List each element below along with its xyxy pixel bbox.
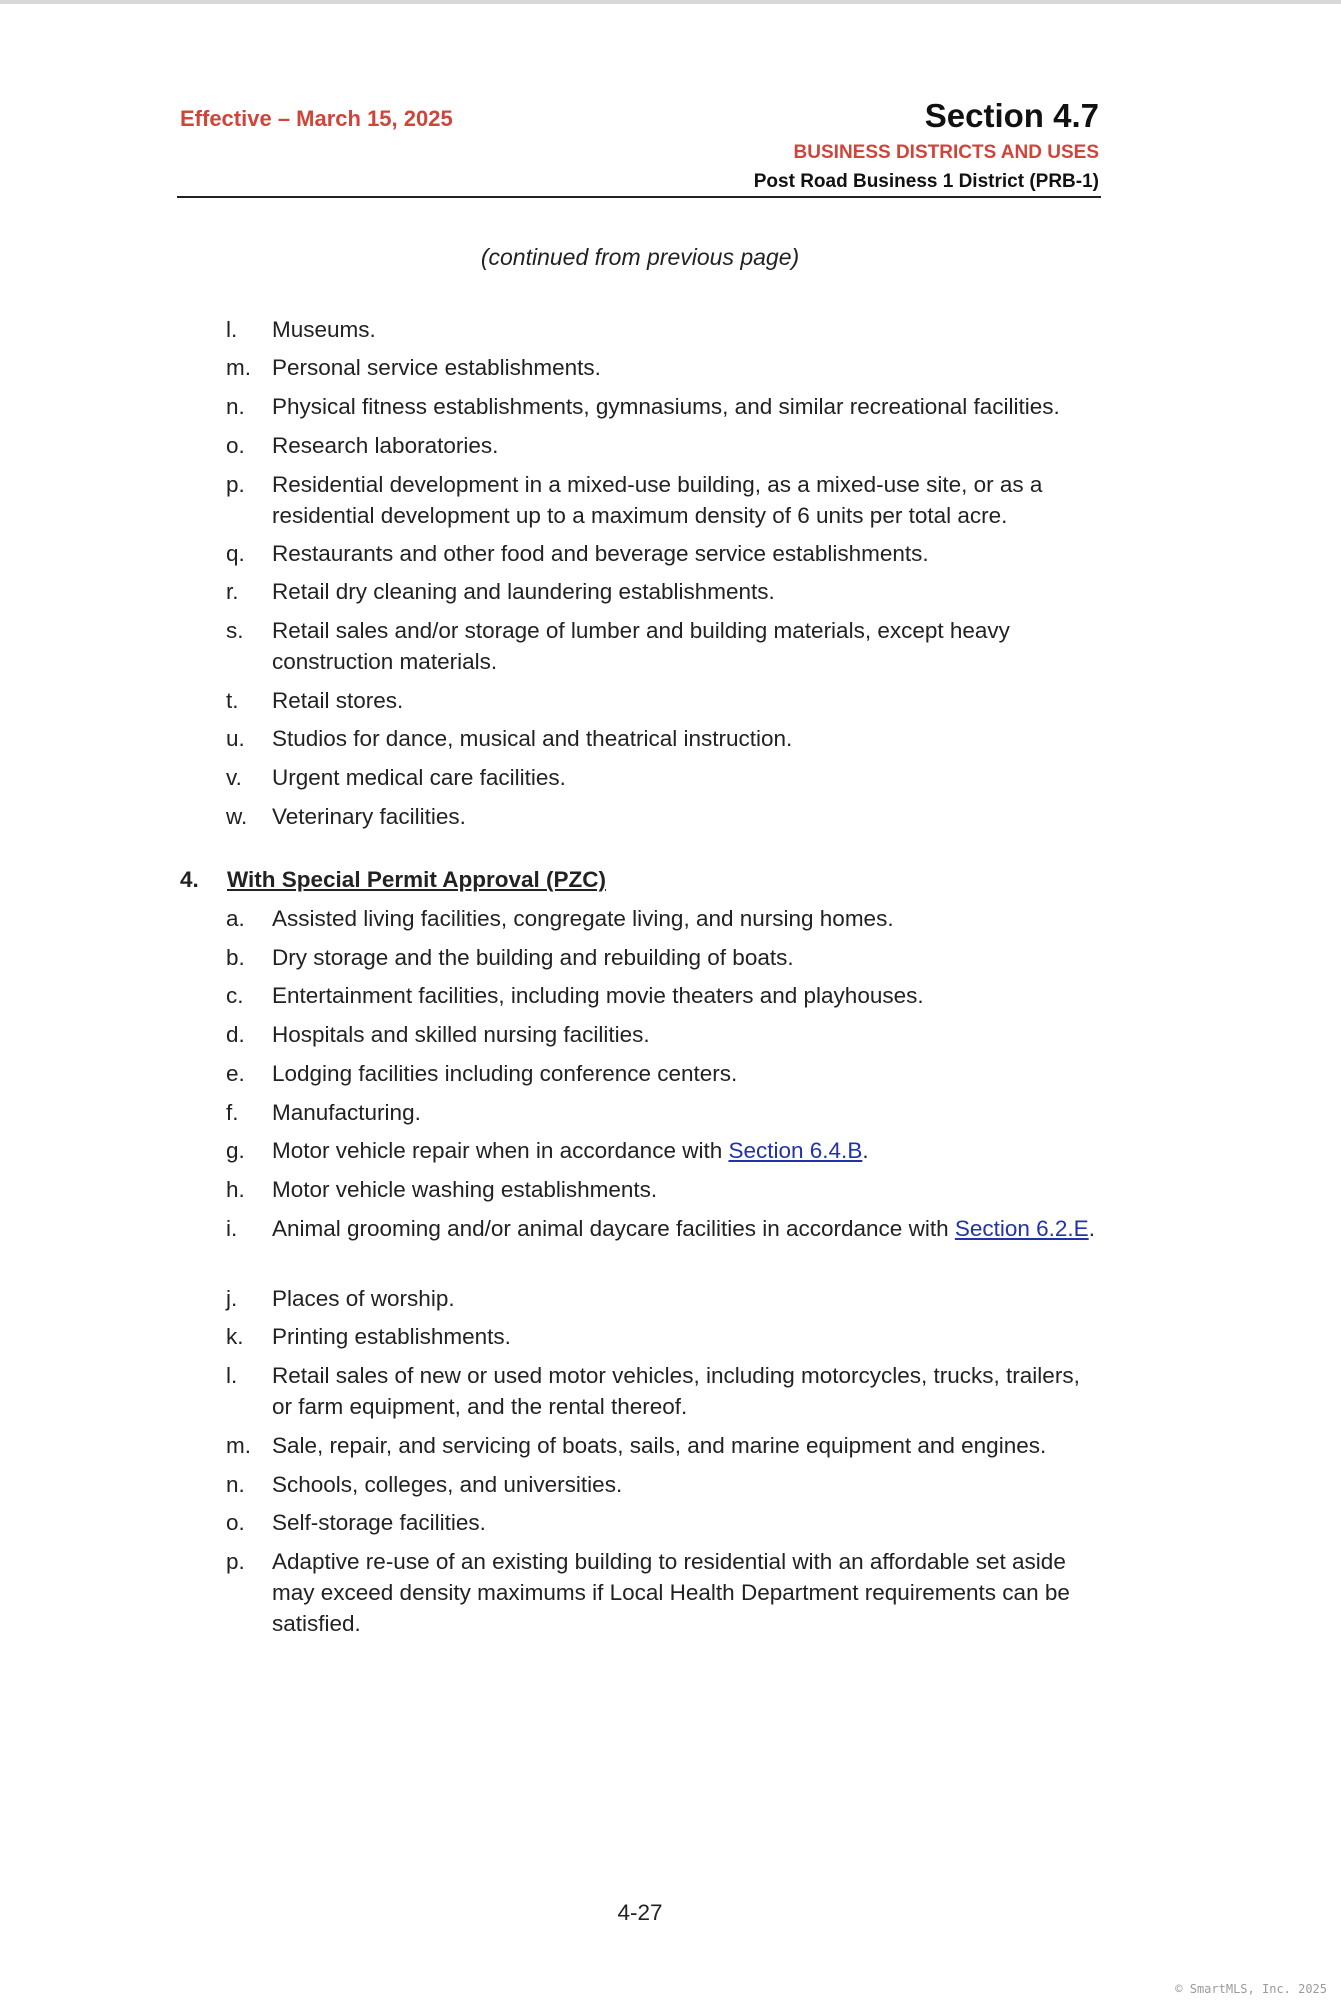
- list-item-letter: i.: [226, 1216, 238, 1241]
- list-item-text: Retail stores.: [272, 688, 404, 713]
- list-item-letter: b.: [226, 945, 245, 970]
- list-item-text: Places of worship.: [272, 1286, 455, 1311]
- list-item-text: Retail sales of new or used motor vehicles, including motorcycles, trucks, trailers, or farm equipment, and the rental thereof.: [272, 1363, 1080, 1419]
- list-item-text: Sale, repair, and servicing of boats, sails, and marine equipment and engines.: [272, 1433, 1047, 1458]
- list-item-text-part: Motor vehicle repair when in accordance with: [272, 1138, 729, 1163]
- list-item-letter: j.: [226, 1286, 238, 1311]
- list-item-letter: c.: [226, 983, 244, 1008]
- section-6-4-b-link[interactable]: Section 6.4.B: [728, 1138, 863, 1163]
- list-item-letter: e.: [226, 1061, 245, 1086]
- section-subtitle: BUSINESS DISTRICTS AND USES: [793, 142, 1099, 163]
- list-item-text: Entertainment facilities, including movie theaters and playhouses.: [272, 983, 924, 1008]
- list-item-text-end: .: [1088, 1216, 1095, 1241]
- list-item-text: Retail sales and/or storage of lumber and building materials, except heavy construction materials.: [272, 618, 1010, 674]
- list-item-text: Personal service establishments.: [272, 355, 601, 380]
- list-item-letter: p.: [226, 1549, 245, 1574]
- list-item-text: Self-storage facilities.: [272, 1510, 486, 1535]
- list-item-letter: w.: [226, 804, 248, 829]
- list-item-text: Research laboratories.: [272, 433, 499, 458]
- list-item-text: Printing establishments.: [272, 1324, 511, 1349]
- list-item-text: [272, 1135, 1097, 1166]
- list-item-text: Studios for dance, musical and theatrical instruction.: [272, 726, 793, 751]
- list-item-letter: p.: [226, 472, 245, 497]
- district-title: Post Road Business 1 District (PRB-1): [753, 171, 1099, 192]
- list-item-text: Adaptive re-use of an existing building to residential with an affordable set aside may exceed density maximums if Local Health Department requirements can be satisfied.: [272, 1549, 1070, 1636]
- list-item-text-end: .: [862, 1138, 869, 1163]
- list-item-letter: o.: [226, 433, 245, 458]
- heading-number: 4.: [180, 867, 199, 892]
- list-item-letter: m.: [226, 355, 251, 380]
- list-item-letter: r.: [226, 579, 239, 604]
- header-divider: [177, 196, 1101, 198]
- list-item-letter: t.: [226, 688, 239, 713]
- list-item-text: Lodging facilities including conference centers.: [272, 1061, 738, 1086]
- list-item-text: Residential development in a mixed-use building, as a mixed-use site, or as a residential development up to a maximum density of 6 units per total acre.: [272, 472, 1043, 528]
- list-item-letter: h.: [226, 1177, 245, 1202]
- list-item-letter: l.: [226, 1363, 238, 1388]
- list-item-text: Motor vehicle washing establishments.: [272, 1177, 658, 1202]
- section-header: [754, 96, 1099, 196]
- list-item-letter: g.: [226, 1138, 245, 1163]
- list-item-text: Schools, colleges, and universities.: [272, 1472, 623, 1497]
- list-item-text: [272, 1213, 1097, 1244]
- list-item-letter: l.: [226, 317, 238, 342]
- list-item-text: Urgent medical care facilities.: [272, 765, 566, 790]
- list-item-letter: v.: [226, 765, 242, 790]
- section-title: Section 4.7: [924, 97, 1099, 134]
- list-item-text: Assisted living facilities, congregate living, and nursing homes.: [272, 906, 894, 931]
- list-item-letter: k.: [226, 1324, 244, 1349]
- list-item-letter: f.: [226, 1100, 239, 1125]
- list-item-letter: n.: [226, 394, 245, 419]
- list-item-text: Veterinary facilities.: [272, 804, 466, 829]
- list-item-text: Dry storage and the building and rebuilding of boats.: [272, 945, 794, 970]
- list-item-letter: o.: [226, 1510, 245, 1535]
- list-item-text: Physical fitness establishments, gymnasiums, and similar recreational facilities.: [272, 394, 1060, 419]
- heading-title: With Special Permit Approval (PZC): [227, 867, 607, 892]
- effective-date: Effective – March 15, 2025: [180, 106, 453, 131]
- section-6-2-e-link[interactable]: Section 6.2.E: [954, 1216, 1089, 1241]
- page-number: 4-27: [617, 1900, 663, 1925]
- list-item-letter: d.: [226, 1022, 245, 1047]
- list-item-letter: a.: [226, 906, 245, 931]
- list-item-text: Manufacturing.: [272, 1100, 421, 1125]
- list-item-text: Hospitals and skilled nursing facilities.: [272, 1022, 650, 1047]
- list-item-text: Restaurants and other food and beverage service establishments.: [272, 541, 929, 566]
- list-item-letter: m.: [226, 1433, 251, 1458]
- list-item-letter: n.: [226, 1472, 245, 1497]
- list-item-letter: s.: [226, 618, 244, 643]
- list-item-letter: u.: [226, 726, 245, 751]
- list-item-text-part: Animal grooming and/or animal daycare facilities in accordance with: [272, 1216, 955, 1241]
- list-item-text: Retail dry cleaning and laundering establishments.: [272, 579, 775, 604]
- continued-note: (continued from previous page): [480, 244, 800, 270]
- list-item-letter: q.: [226, 541, 245, 566]
- copyright-watermark: © SmartMLS, Inc. 2025: [1175, 1982, 1327, 1996]
- top-border: [0, 0, 1341, 4]
- list-item-text: Museums.: [272, 317, 376, 342]
